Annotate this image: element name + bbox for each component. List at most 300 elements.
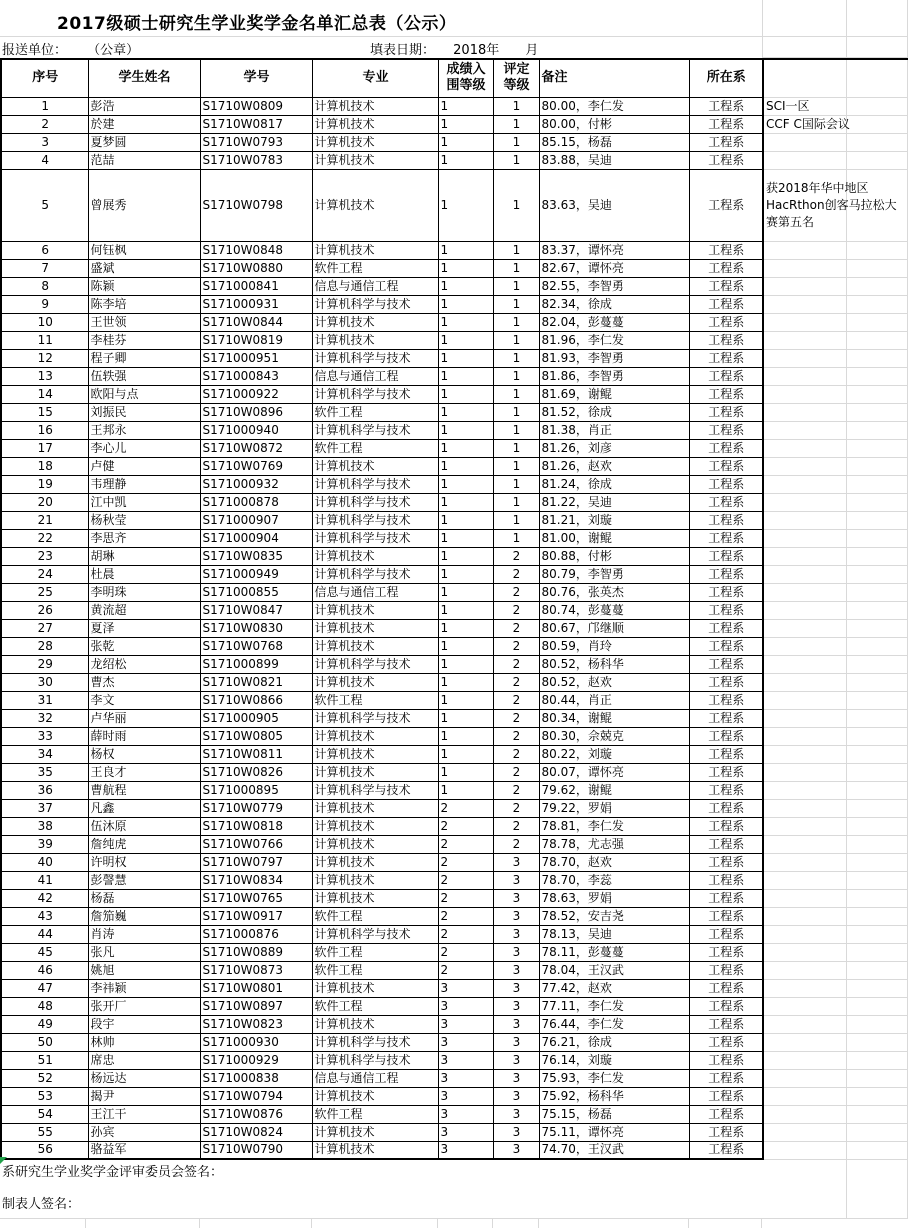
cell-no[interactable]: 56 (1, 1141, 88, 1159)
cell-sid[interactable]: S1710W0793 (200, 133, 312, 151)
cell-entry[interactable]: 1 (438, 691, 493, 709)
cell-sid[interactable]: S1710W0769 (200, 457, 312, 475)
cell-entry[interactable]: 1 (438, 781, 493, 799)
cell-extra[interactable] (763, 547, 908, 565)
cell-remark[interactable]: 78.52，安吉尧 (539, 907, 689, 925)
cell-grade[interactable]: 1 (493, 511, 539, 529)
cell-no[interactable]: 50 (1, 1033, 88, 1051)
cell-name[interactable]: 何钰枫 (88, 241, 200, 259)
cell-dept[interactable]: 工程系 (689, 367, 763, 385)
cell-remark[interactable]: 75.15，杨磊 (539, 1105, 689, 1123)
cell-grade[interactable]: 2 (493, 565, 539, 583)
cell-name[interactable]: 陈颖 (88, 277, 200, 295)
cell-name[interactable]: 彭謦慧 (88, 871, 200, 889)
cell-major[interactable]: 软件工程 (312, 691, 438, 709)
cell-name[interactable]: 夏梦圆 (88, 133, 200, 151)
cell-sid[interactable]: S1710W0797 (200, 853, 312, 871)
cell-major[interactable]: 信息与通信工程 (312, 1069, 438, 1087)
cell-remark[interactable]: 81.00，谢鲲 (539, 529, 689, 547)
cell-grade[interactable]: 3 (493, 1141, 539, 1159)
cell-no[interactable]: 35 (1, 763, 88, 781)
cell-major[interactable]: 计算机技术 (312, 1141, 438, 1159)
cell-extra[interactable] (763, 601, 908, 619)
cell-name[interactable]: 杨磊 (88, 889, 200, 907)
cell-grade[interactable]: 2 (493, 709, 539, 727)
cell-dept[interactable]: 工程系 (689, 799, 763, 817)
cell-extra[interactable] (763, 277, 908, 295)
cell-entry[interactable]: 2 (438, 799, 493, 817)
cell-grade[interactable]: 2 (493, 673, 539, 691)
cell-sid[interactable]: S1710W0768 (200, 637, 312, 655)
cell-sid[interactable]: S171000922 (200, 385, 312, 403)
cell-no[interactable]: 43 (1, 907, 88, 925)
cell-grade[interactable]: 1 (493, 295, 539, 313)
cell-entry[interactable]: 3 (438, 1051, 493, 1069)
cell-remark[interactable]: 81.38，肖正 (539, 421, 689, 439)
cell-entry[interactable]: 2 (438, 907, 493, 925)
cell-grade[interactable]: 2 (493, 745, 539, 763)
cell-major[interactable]: 软件工程 (312, 907, 438, 925)
cell-grade[interactable]: 3 (493, 943, 539, 961)
cell-grade[interactable]: 2 (493, 547, 539, 565)
cell-dept[interactable]: 工程系 (689, 889, 763, 907)
cell-grade[interactable]: 2 (493, 583, 539, 601)
cell-remark[interactable]: 80.22，刘璇 (539, 745, 689, 763)
cell-name[interactable]: 李明珠 (88, 583, 200, 601)
cell-no[interactable]: 51 (1, 1051, 88, 1069)
header-extra[interactable] (763, 59, 908, 97)
cell-major[interactable]: 计算机技术 (312, 619, 438, 637)
cell-grade[interactable]: 1 (493, 133, 539, 151)
cell-sid[interactable]: S1710W0821 (200, 673, 312, 691)
cell-no[interactable]: 28 (1, 637, 88, 655)
cell-extra[interactable] (763, 727, 908, 745)
cell-extra[interactable] (763, 133, 908, 151)
cell-entry[interactable]: 1 (438, 421, 493, 439)
cell-extra[interactable] (763, 151, 908, 169)
cell-extra[interactable] (763, 817, 908, 835)
cell-major[interactable]: 计算机科学与技术 (312, 1051, 438, 1069)
cell-major[interactable]: 计算机技术 (312, 727, 438, 745)
cell-entry[interactable]: 3 (438, 1141, 493, 1159)
cell-entry[interactable]: 1 (438, 763, 493, 781)
cell-major[interactable]: 计算机技术 (312, 241, 438, 259)
cell-entry[interactable]: 1 (438, 259, 493, 277)
cell-remark[interactable]: 83.37，谭怀亮 (539, 241, 689, 259)
cell-remark[interactable]: 81.69，谢鲲 (539, 385, 689, 403)
cell-entry[interactable]: 1 (438, 313, 493, 331)
cell-no[interactable]: 32 (1, 709, 88, 727)
cell-remark[interactable]: 80.74，彭蔓蔓 (539, 601, 689, 619)
cell-name[interactable]: 杨远达 (88, 1069, 200, 1087)
cell-name[interactable]: 席忠 (88, 1051, 200, 1069)
cell-dept[interactable]: 工程系 (689, 997, 763, 1015)
cell-name[interactable]: 王江干 (88, 1105, 200, 1123)
cell-no[interactable]: 8 (1, 277, 88, 295)
cell-name[interactable]: 伍轶强 (88, 367, 200, 385)
cell-remark[interactable]: 77.11，李仁发 (539, 997, 689, 1015)
cell-grade[interactable]: 1 (493, 151, 539, 169)
cell-entry[interactable]: 3 (438, 1069, 493, 1087)
cell-remark[interactable]: 80.88，付彬 (539, 547, 689, 565)
cell-dept[interactable]: 工程系 (689, 1051, 763, 1069)
header-awarded-level[interactable] (493, 59, 539, 97)
cell-dept[interactable]: 工程系 (689, 817, 763, 835)
cell-name[interactable]: 曹航程 (88, 781, 200, 799)
cell-grade[interactable]: 3 (493, 871, 539, 889)
cell-sid[interactable]: S1710W0866 (200, 691, 312, 709)
cell-name[interactable]: 杨权 (88, 745, 200, 763)
cell-name[interactable]: 王世领 (88, 313, 200, 331)
cell-entry[interactable]: 2 (438, 889, 493, 907)
cell-dept[interactable]: 工程系 (689, 979, 763, 997)
cell-extra[interactable] (763, 295, 908, 313)
cell-extra[interactable] (763, 1087, 908, 1105)
cell-extra[interactable] (763, 583, 908, 601)
cell-dept[interactable]: 工程系 (689, 925, 763, 943)
cell-sid[interactable]: S1710W0848 (200, 241, 312, 259)
cell-grade[interactable]: 2 (493, 691, 539, 709)
cell-remark[interactable]: 76.44，李仁发 (539, 1015, 689, 1033)
cell-no[interactable]: 3 (1, 133, 88, 151)
cell-name[interactable]: 肖涛 (88, 925, 200, 943)
cell-remark[interactable]: 82.04，彭蔓蔓 (539, 313, 689, 331)
cell-sid[interactable]: S1710W0783 (200, 151, 312, 169)
cell-entry[interactable]: 1 (438, 547, 493, 565)
cell-extra[interactable] (763, 943, 908, 961)
cell-entry[interactable]: 1 (438, 727, 493, 745)
cell-no[interactable]: 54 (1, 1105, 88, 1123)
cell-no[interactable]: 10 (1, 313, 88, 331)
cell-grade[interactable]: 3 (493, 997, 539, 1015)
cell-major[interactable]: 计算机技术 (312, 115, 438, 133)
cell-remark[interactable]: 74.70，王汉武 (539, 1141, 689, 1159)
cell-extra[interactable] (763, 565, 908, 583)
cell-name[interactable]: 杜晨 (88, 565, 200, 583)
cell-extra[interactable] (763, 763, 908, 781)
cell-name[interactable]: 孙宾 (88, 1123, 200, 1141)
cell-remark[interactable]: 80.67，邝继顺 (539, 619, 689, 637)
cell-dept[interactable]: 工程系 (689, 97, 763, 115)
cell-dept[interactable]: 工程系 (689, 295, 763, 313)
cell-remark[interactable]: 83.63，吴迪 (539, 169, 689, 241)
header-name[interactable]: 学生姓名 (88, 59, 200, 97)
cell-no[interactable]: 53 (1, 1087, 88, 1105)
cell-no[interactable]: 49 (1, 1015, 88, 1033)
cell-extra[interactable] (763, 313, 908, 331)
cell-dept[interactable]: 工程系 (689, 385, 763, 403)
sheet-title[interactable]: 2017级硕士研究生学业奖学金名单汇总表（公示） (57, 14, 457, 34)
cell-entry[interactable]: 1 (438, 385, 493, 403)
cell-major[interactable]: 计算机技术 (312, 889, 438, 907)
preparer-signature-cell[interactable]: 制表人签名： (2, 1197, 81, 1212)
cell-remark[interactable]: 80.34，谢鲲 (539, 709, 689, 727)
cell-major[interactable]: 计算机技术 (312, 1087, 438, 1105)
cell-sid[interactable]: S171000841 (200, 277, 312, 295)
cell-grade[interactable]: 3 (493, 1015, 539, 1033)
header-department[interactable]: 所在系 (689, 59, 763, 97)
cell-dept[interactable]: 工程系 (689, 1087, 763, 1105)
cell-entry[interactable]: 1 (438, 475, 493, 493)
cell-no[interactable]: 1 (1, 97, 88, 115)
report-unit-cell[interactable] (2, 39, 139, 58)
cell-extra[interactable] (763, 1141, 908, 1159)
cell-extra[interactable] (763, 1033, 908, 1051)
cell-major[interactable]: 计算机科学与技术 (312, 493, 438, 511)
cell-entry[interactable]: 3 (438, 1033, 493, 1051)
cell-sid[interactable]: S171000878 (200, 493, 312, 511)
cell-name[interactable]: 揭尹 (88, 1087, 200, 1105)
cell-name[interactable]: 张凡 (88, 943, 200, 961)
cell-grade[interactable]: 1 (493, 385, 539, 403)
cell-grade[interactable]: 2 (493, 637, 539, 655)
cell-no[interactable]: 47 (1, 979, 88, 997)
cell-major[interactable]: 计算机科学与技术 (312, 349, 438, 367)
cell-grade[interactable]: 2 (493, 727, 539, 745)
cell-name[interactable]: 曹杰 (88, 673, 200, 691)
cell-entry[interactable]: 2 (438, 925, 493, 943)
cell-sid[interactable]: S1710W0847 (200, 601, 312, 619)
cell-dept[interactable]: 工程系 (689, 637, 763, 655)
cell-dept[interactable]: 工程系 (689, 763, 763, 781)
cell-entry[interactable]: 2 (438, 871, 493, 889)
cell-grade[interactable]: 3 (493, 1087, 539, 1105)
cell-dept[interactable]: 工程系 (689, 403, 763, 421)
cell-grade[interactable]: 1 (493, 403, 539, 421)
cell-major[interactable]: 软件工程 (312, 259, 438, 277)
cell-no[interactable]: 55 (1, 1123, 88, 1141)
cell-major[interactable]: 计算机科学与技术 (312, 511, 438, 529)
committee-signature-cell[interactable]: 系研究生学业奖学金评审委员会签名： (2, 1165, 224, 1180)
cell-remark[interactable]: 78.13，吴迪 (539, 925, 689, 943)
cell-major[interactable]: 计算机技术 (312, 817, 438, 835)
cell-major[interactable]: 计算机技术 (312, 97, 438, 115)
cell-name[interactable]: 伍沐原 (88, 817, 200, 835)
cell-entry[interactable]: 2 (438, 961, 493, 979)
cell-entry[interactable]: 1 (438, 277, 493, 295)
cell-entry[interactable]: 1 (438, 493, 493, 511)
cell-remark[interactable]: 80.07，谭怀亮 (539, 763, 689, 781)
cell-no[interactable]: 52 (1, 1069, 88, 1087)
cell-grade[interactable]: 3 (493, 1033, 539, 1051)
cell-major[interactable]: 计算机技术 (312, 1123, 438, 1141)
cell-name[interactable]: 詹纯虎 (88, 835, 200, 853)
cell-sid[interactable]: S1710W0889 (200, 943, 312, 961)
cell-remark[interactable]: 83.88，吴迪 (539, 151, 689, 169)
cell-entry[interactable]: 1 (438, 439, 493, 457)
cell-extra[interactable] (763, 493, 908, 511)
cell-name[interactable]: 骆益军 (88, 1141, 200, 1159)
cell-name[interactable]: 李心儿 (88, 439, 200, 457)
cell-remark[interactable]: 81.24，徐成 (539, 475, 689, 493)
cell-remark[interactable]: 81.21，刘璇 (539, 511, 689, 529)
cell-dept[interactable]: 工程系 (689, 871, 763, 889)
cell-no[interactable]: 40 (1, 853, 88, 871)
cell-dept[interactable]: 工程系 (689, 493, 763, 511)
cell-grade[interactable]: 3 (493, 889, 539, 907)
cell-no[interactable]: 36 (1, 781, 88, 799)
cell-name[interactable]: 李祎颖 (88, 979, 200, 997)
cell-remark[interactable]: 81.26，刘彦 (539, 439, 689, 457)
cell-major[interactable]: 计算机技术 (312, 313, 438, 331)
cell-entry[interactable]: 1 (438, 331, 493, 349)
cell-entry[interactable]: 1 (438, 151, 493, 169)
cell-remark[interactable]: 80.59，肖玲 (539, 637, 689, 655)
cell-sid[interactable]: S1710W0834 (200, 871, 312, 889)
cell-major[interactable]: 计算机技术 (312, 1015, 438, 1033)
cell-major[interactable]: 信息与通信工程 (312, 277, 438, 295)
cell-major[interactable]: 计算机技术 (312, 745, 438, 763)
cell-remark[interactable]: 78.04，王汉武 (539, 961, 689, 979)
cell-dept[interactable]: 工程系 (689, 259, 763, 277)
cell-extra[interactable] (763, 511, 908, 529)
cell-name[interactable]: 张乾 (88, 637, 200, 655)
cell-major[interactable]: 计算机技术 (312, 871, 438, 889)
cell-name[interactable]: 凡鑫 (88, 799, 200, 817)
cell-entry[interactable]: 1 (438, 673, 493, 691)
cell-extra[interactable] (763, 907, 908, 925)
cell-name[interactable]: 盛斌 (88, 259, 200, 277)
cell-sid[interactable]: S1710W0897 (200, 997, 312, 1015)
cell-remark[interactable]: 80.52，杨科华 (539, 655, 689, 673)
cell-sid[interactable]: S1710W0873 (200, 961, 312, 979)
cell-dept[interactable]: 工程系 (689, 1015, 763, 1033)
header-student-id[interactable]: 学号 (200, 59, 312, 97)
cell-no[interactable]: 33 (1, 727, 88, 745)
cell-entry[interactable]: 1 (438, 655, 493, 673)
cell-major[interactable]: 计算机科学与技术 (312, 385, 438, 403)
cell-dept[interactable]: 工程系 (689, 547, 763, 565)
cell-entry[interactable]: 2 (438, 943, 493, 961)
cell-entry[interactable]: 2 (438, 853, 493, 871)
cell-no[interactable]: 37 (1, 799, 88, 817)
cell-dept[interactable]: 工程系 (689, 115, 763, 133)
cell-grade[interactable]: 3 (493, 853, 539, 871)
cell-entry[interactable]: 3 (438, 1123, 493, 1141)
cell-grade[interactable]: 3 (493, 907, 539, 925)
cell-major[interactable]: 计算机科学与技术 (312, 421, 438, 439)
cell-no[interactable]: 9 (1, 295, 88, 313)
cell-dept[interactable]: 工程系 (689, 439, 763, 457)
cell-no[interactable]: 30 (1, 673, 88, 691)
cell-name[interactable]: 王邦永 (88, 421, 200, 439)
cell-entry[interactable]: 1 (438, 601, 493, 619)
cell-grade[interactable]: 2 (493, 817, 539, 835)
cell-remark[interactable]: 82.55，李智勇 (539, 277, 689, 295)
cell-no[interactable]: 42 (1, 889, 88, 907)
cell-extra[interactable] (763, 889, 908, 907)
cell-entry[interactable]: 1 (438, 511, 493, 529)
cell-extra[interactable]: SCI一区 (763, 97, 908, 115)
cell-grade[interactable]: 3 (493, 961, 539, 979)
cell-name[interactable]: 林帅 (88, 1033, 200, 1051)
cell-extra[interactable] (763, 529, 908, 547)
cell-sid[interactable]: S171000930 (200, 1033, 312, 1051)
cell-name[interactable]: 黄流超 (88, 601, 200, 619)
cell-name[interactable]: 夏泽 (88, 619, 200, 637)
cell-extra[interactable] (763, 871, 908, 889)
cell-major[interactable]: 计算机技术 (312, 169, 438, 241)
cell-no[interactable]: 26 (1, 601, 88, 619)
cell-major[interactable]: 软件工程 (312, 403, 438, 421)
cell-entry[interactable]: 3 (438, 1087, 493, 1105)
cell-remark[interactable]: 80.00，李仁发 (539, 97, 689, 115)
cell-entry[interactable]: 1 (438, 241, 493, 259)
cell-sid[interactable]: S171000905 (200, 709, 312, 727)
cell-extra[interactable] (763, 1069, 908, 1087)
cell-remark[interactable]: 81.22，吴迪 (539, 493, 689, 511)
cell-name[interactable]: 陈李培 (88, 295, 200, 313)
cell-sid[interactable]: S1710W0801 (200, 979, 312, 997)
cell-sid[interactable]: S1710W0896 (200, 403, 312, 421)
cell-name[interactable]: 彭浩 (88, 97, 200, 115)
cell-no[interactable]: 45 (1, 943, 88, 961)
cell-no[interactable]: 25 (1, 583, 88, 601)
cell-name[interactable]: 胡琳 (88, 547, 200, 565)
cell-entry[interactable]: 1 (438, 745, 493, 763)
cell-no[interactable]: 18 (1, 457, 88, 475)
cell-extra[interactable] (763, 655, 908, 673)
cell-extra[interactable] (763, 637, 908, 655)
cell-sid[interactable]: S1710W0765 (200, 889, 312, 907)
cell-no[interactable]: 39 (1, 835, 88, 853)
cell-sid[interactable]: S1710W0823 (200, 1015, 312, 1033)
cell-dept[interactable]: 工程系 (689, 1123, 763, 1141)
cell-extra[interactable] (763, 925, 908, 943)
cell-name[interactable]: 李文 (88, 691, 200, 709)
cell-dept[interactable]: 工程系 (689, 583, 763, 601)
cell-no[interactable]: 19 (1, 475, 88, 493)
cell-grade[interactable]: 3 (493, 1051, 539, 1069)
cell-name[interactable]: 张开厂 (88, 997, 200, 1015)
cell-remark[interactable]: 75.11，谭怀亮 (539, 1123, 689, 1141)
cell-major[interactable]: 计算机科学与技术 (312, 655, 438, 673)
cell-remark[interactable]: 78.70，赵欢 (539, 853, 689, 871)
cell-remark[interactable]: 80.44，肖正 (539, 691, 689, 709)
cell-major[interactable]: 信息与通信工程 (312, 367, 438, 385)
cell-extra[interactable] (763, 1123, 908, 1141)
cell-extra[interactable] (763, 799, 908, 817)
cell-extra[interactable] (763, 1051, 908, 1069)
cell-name[interactable]: 姚旭 (88, 961, 200, 979)
cell-sid[interactable]: S1710W0824 (200, 1123, 312, 1141)
cell-grade[interactable]: 1 (493, 367, 539, 385)
cell-entry[interactable]: 1 (438, 295, 493, 313)
cell-extra[interactable] (763, 673, 908, 691)
cell-entry[interactable]: 1 (438, 403, 493, 421)
cell-remark[interactable]: 79.22，罗娟 (539, 799, 689, 817)
cell-sid[interactable]: S171000838 (200, 1069, 312, 1087)
cell-remark[interactable]: 80.30，佘兢克 (539, 727, 689, 745)
cell-sid[interactable]: S171000951 (200, 349, 312, 367)
cell-major[interactable]: 计算机技术 (312, 601, 438, 619)
cell-dept[interactable]: 工程系 (689, 421, 763, 439)
cell-no[interactable]: 41 (1, 871, 88, 889)
cell-grade[interactable]: 1 (493, 457, 539, 475)
cell-no[interactable]: 22 (1, 529, 88, 547)
cell-dept[interactable]: 工程系 (689, 475, 763, 493)
cell-name[interactable]: 欧阳与点 (88, 385, 200, 403)
cell-major[interactable]: 计算机技术 (312, 547, 438, 565)
cell-entry[interactable]: 1 (438, 619, 493, 637)
cell-dept[interactable]: 工程系 (689, 673, 763, 691)
cell-sid[interactable]: S1710W0844 (200, 313, 312, 331)
cell-entry[interactable]: 1 (438, 349, 493, 367)
cell-dept[interactable]: 工程系 (689, 1033, 763, 1051)
cell-extra[interactable] (763, 403, 908, 421)
cell-dept[interactable]: 工程系 (689, 349, 763, 367)
cell-no[interactable]: 14 (1, 385, 88, 403)
